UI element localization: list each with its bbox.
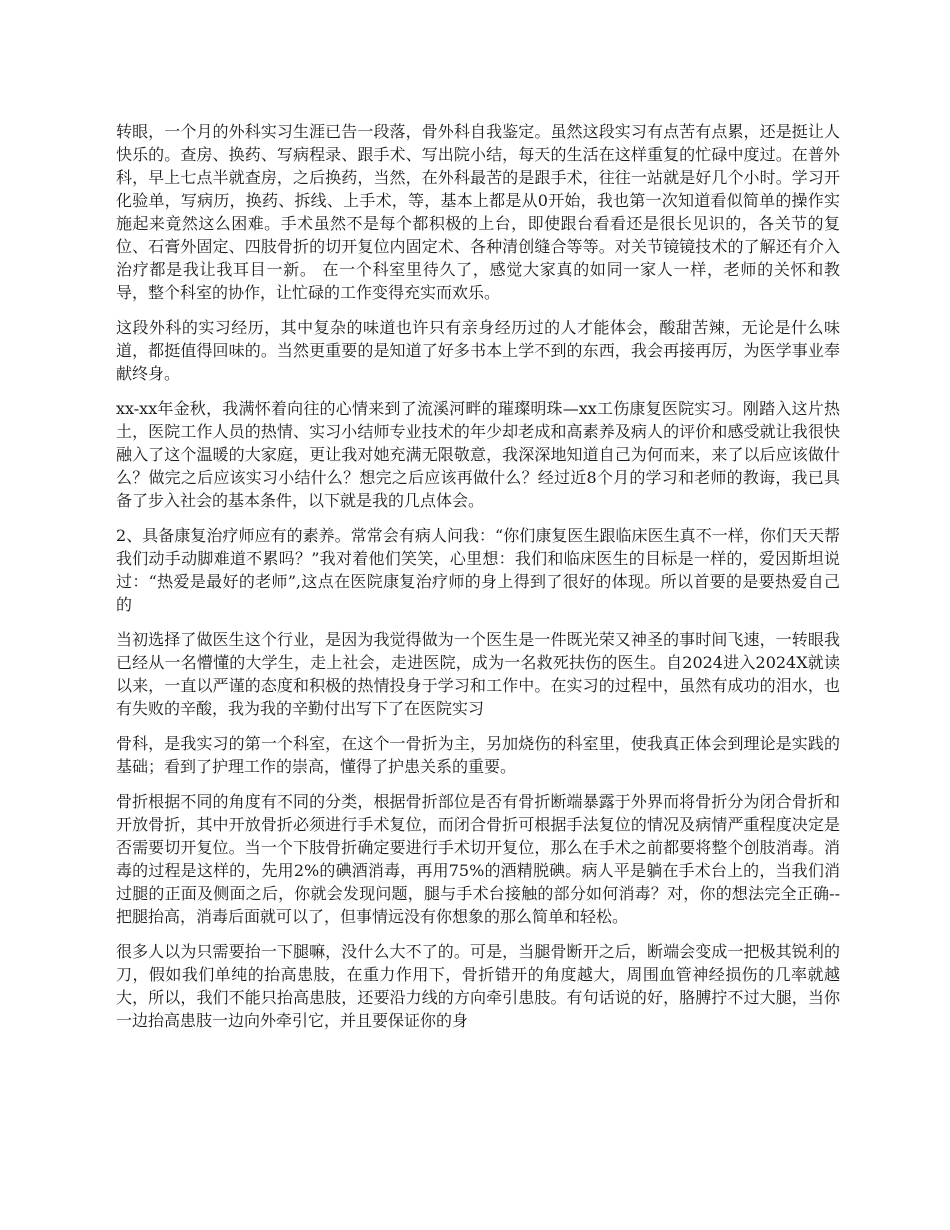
paragraph-6: 骨科，是我实习的第一个科室，在这个一骨折为主，另加烧伤的科室里，使我真正体会到理论是实践的基础；看到了护理工作的崇高，懂得了护患关系的重要。 bbox=[116, 734, 840, 776]
paragraph-1: 转眼，一个月的外科实习生涯已告一段落，骨外科自我鉴定。虽然这段实习有点苦有点累，还是挺让人快乐的。查房、换药、写病程录、跟手术、写出院小结，每天的生活在这样重复的忙碌中度过。在普外科，早上七点半就查房，之后换药，当然，在外科最苦的是跟手术，往往一站就是好几个小时。学习开化验单，写病历，换药、拆线、上手术，等，基本上都是从0开始，我也第一次知道看似简单的操作实施起来竟然这么困难。手术虽然不是每个都积极的上台，即使跟台看看还是很长见识的，各关节的复位、石膏外固定、四肢骨折的切开复位内固定术、各种清创缝合等等。对关节镜镜技术的了解还有介入治疗都是我让我耳目一新。 在一个科室里待久了，感觉大家真的如同一家人一样，老师的关怀和教导，整个科室的协作，让忙碌的工作变得充实而欢乐。 bbox=[116, 122, 840, 302]
paragraph-7: 骨折根据不同的角度有不同的分类，根据骨折部位是否有骨折断端暴露于外界而将骨折分为闭合骨折和开放骨折，其中开放骨折必须进行手术复位，而闭合骨折可根据手法复位的情况及病情严重程度决定是否需要切开复位。当一个下肢骨折确定要进行手术切开复位，那么在手术之前都要将整个创肢消毒。消毒的过程是这样的，先用2%的碘酒消毒，再用75%的酒精脱碘。病人平是躺在手术台上的，当我们消过腿的正面及侧面之后，你就会发现问题，腿与手术台接触的部分如何消毒？对，你的想法完全正确--把腿抬高，消毒后面就可以了，但事情远没有你想象的那么简单和轻松。 bbox=[116, 792, 840, 926]
document-body bbox=[116, 120, 840, 1044]
paragraph-3: xx-xx年金秋，我满怀着向往的心情来到了流溪河畔的璀璨明珠—xx工伤康复医院实习。刚踏入这片热土，医院工作人员的热情、实习小结师专业技术的年少却老成和高素养及病人的评价和感受就让我很快融入了这个温暖的大家庭，更让我对她充满无限敬意，我深深地知道自己为何而来，来了以后应该做什么？做完之后应该实习小结什么？想完之后应该再做什么？经过近8个月的学习和老师的教诲，我已具备了步入社会的基本条件，以下就是我的几点体会。 bbox=[116, 399, 840, 510]
paragraph-8: 很多人以为只需要抬一下腿嘛，没什么大不了的。可是，当腿骨断开之后，断端会变成一把极其锐利的刀，假如我们单纯的抬高患肢，在重力作用下，骨折错开的角度越大，周围血管神经损伤的几率就越大，所以，我们不能只抬高患肢，还要沿力线的方向牵引患肢。有句话说的好，胳膊拧不过大腿，当你一边抬高患肢一边向外牵引它，并且要保证你的身 bbox=[116, 942, 840, 1030]
paragraph-5: 当初选择了做医生这个行业，是因为我觉得做为一个医生是一件既光荣又神圣的事时间飞速，一转眼我已经从一名懵懂的大学生，走上社会，走进医院，成为一名救死扶伤的医生。自2024进入2024X就读以来，一直以严谨的态度和积极的热情投身于学习和工作中。在实习的过程中，虽然有成功的泪水，也有失败的辛酸，我为我的辛勤付出写下了在医院实习 bbox=[116, 630, 840, 718]
paragraph-2: 这段外科的实习经历，其中复杂的味道也许只有亲身经历过的人才能体会，酸甜苦辣，无论是什么味道，都挺值得回味的。当然更重要的是知道了好多书本上学不到的东西，我会再接再厉，为医学事业奉献终身。 bbox=[116, 318, 840, 383]
paragraph-4: 2、具备康复治疗师应有的素养。常常会有病人问我：“你们康复医生跟临床医生真不一样，你们天天帮我们动手动脚难道不累吗？”我对着他们笑笑，心里想：我们和临床医生的目标是一样的，爱因斯坦说过：“热爱是最好的老师”,这点在医院康复治疗师的身上得到了很好的体现。所以首要的是要热爱自己的 bbox=[116, 526, 840, 614]
